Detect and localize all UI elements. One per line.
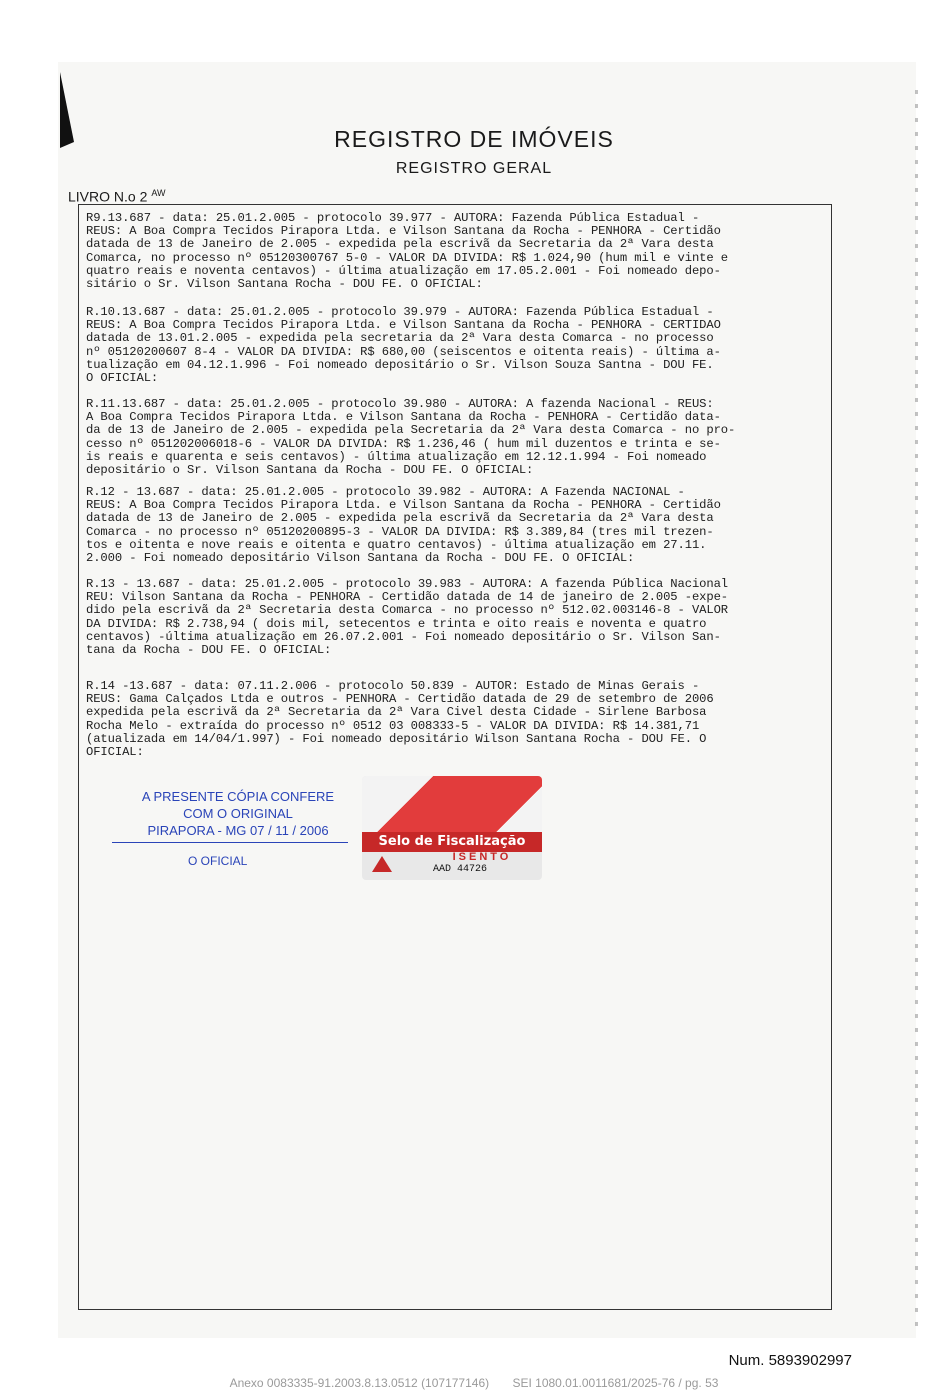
stamp-line: COM O ORIGINAL: [183, 806, 293, 821]
entry-line: REUS: A Boa Compra Tecidos Pirapora Ltda. e Vilson Santana da Rocha - PENHORA - Certidão: [86, 498, 721, 513]
entry-line: REUS: A Boa Compra Tecidos Pirapora Ltda. e Vilson Santana da Rocha - PENHORA - CERTIDAO: [86, 318, 721, 333]
entry-line: dido pela escrivã da 2ª Secretaria desta Comarca - no processo nº 512.02.003146-8 - VALOR: [86, 603, 729, 618]
entry-line: da de 13 de Janeiro de 2.005 - expedida pela Secretaria da 2ª Vara desta Comarca - no pro-: [86, 423, 736, 438]
entry-line: O OFICIAL:: [86, 371, 159, 386]
entry-line: tana da Rocha - DOU FE. O OFICIAL:: [86, 643, 332, 658]
entry-line: REUS: Gama Calçados Ltda e outros - PENHORA - Certidão datada de 29 de setembro de 2006: [86, 692, 714, 707]
scan-edge-noise: [915, 90, 918, 1330]
entry-line: R.13 - 13.687 - data: 25.01.2.005 - protocolo 39.983 - AUTORA: A fazenda Pública Nacional: [86, 577, 729, 591]
entry-r12: [86, 486, 826, 565]
footer-annex: Anexo 0083335-91.2003.8.13.0512 (107177146): [229, 1376, 490, 1390]
stamp-signature-line: [112, 842, 348, 843]
entry-line: REU: Vilson Santana da Rocha - PENHORA - Certidão datada de 14 de janeiro de 2.005 -expe-: [86, 590, 729, 605]
entry-line: R.12 - 13.687 - data: 25.01.2.005 - protocolo 39.982 - AUTORA: A Fazenda NACIONAL -: [86, 485, 685, 499]
entry-line: datada de 13 de Janeiro de 2.005 - expedida pela escrivã da Secretaria da 2ª Vara desta: [86, 237, 714, 252]
seal-title: Selo de Fiscalização: [362, 832, 542, 852]
entry-line: R.14 -13.687 - data: 07.11.2.006 - protocolo 50.839 - AUTOR: Estado de Minas Gerais -: [86, 679, 700, 693]
document-subtitle: REGISTRO GERAL: [395, 160, 553, 177]
entry-line: REUS: A Boa Compra Tecidos Pirapora Ltda. e Vilson Santana da Rocha - PENHORA - Certidão: [86, 224, 721, 239]
entry-line: nº 05120200607 8-4 - VALOR DA DIVIDA: R$ 680,00 (seiscentos e oitenta reais) - última a-: [86, 344, 721, 359]
seal-emblem: [362, 776, 542, 834]
entry-line: (atualizada em 14/04/1.997) - Foi nomeado depositário Wilson Santana Rocha - DOU FE. O: [86, 731, 707, 746]
entry-line: R.11.13.687 - data: 25.01.2.005 - protocolo 39.980 - AUTORA: A fazenda Nacional - REUS:: [86, 397, 714, 411]
entry-line: datada de 13 de Janeiro de 2.005 - expedida pela escrivã da Secretaria da 2ª Vara desta: [86, 511, 714, 526]
seal-triangle-icon: [372, 856, 392, 872]
entry-line: cesso nº 051202006018-6 - VALOR DA DIVIDA: R$ 1.236,46 ( hum mil duzentos e trinta e se-: [86, 436, 721, 451]
footer-sei: SEI 1080.01.0011681/2025-76 / pg. 53: [512, 1376, 719, 1390]
entry-line: A Boa Compra Tecidos Pirapora Ltda. e Vilson Santana da Rocha - PENHORA - Certidão data-: [86, 410, 721, 425]
entry-r10: [86, 306, 826, 385]
entry-line: 2.000 - Foi nomeado depositário Vilson Santana da Rocha - DOU FE. O OFICIAL:: [86, 551, 635, 566]
entry-line: Rocha Melo - extraída do processo nº 0512 03 008333-5 - VALOR DA DIVIDA: R$ 14.381,71: [86, 718, 700, 733]
seal-code: AAD 44726: [432, 864, 487, 875]
seal-status: ISENTO: [452, 851, 512, 863]
entry-r14: [86, 680, 826, 759]
entry-line: quatro reais e noventa centavos) - última atualização em 17.05.2.001 - Foi nomeado depo-: [86, 263, 721, 278]
entry-line: tos e oitenta e nove reais e oitenta e quatro centavos) - última atualização em 27.11.: [86, 537, 707, 552]
book-suffix: AW: [151, 188, 166, 198]
entry-line: datada de 13.01.2.005 - expedida pela secretaria da 2ª Vara desta Comarca - no processo: [86, 331, 714, 346]
entry-r13: [86, 578, 826, 657]
stamp-line: PIRAPORA - MG 07 / 11 / 2006: [147, 823, 329, 838]
book-label: LIVRO N.o 2: [68, 188, 148, 205]
book-number: [68, 188, 166, 205]
entry-line: OFICIAL:: [86, 745, 144, 760]
entry-line: R9.13.687 - data: 25.01.2.005 - protocolo 39.977 - AUTORA: Fazenda Pública Estadual -: [86, 211, 700, 225]
entry-line: Comarca - no processo nº 05120200895-3 - VALOR DA DIVIDA: R$ 3.389,84 (tres mil trezen-: [86, 524, 714, 539]
entry-line: is reais e quarenta e seis centavos) - última atualização em 12.12.1.994 - Foi nomeado: [86, 449, 707, 464]
entry-r11: [86, 398, 826, 477]
entry-line: R.10.13.687 - data: 25.01.2.005 - protocolo 39.979 - AUTORA: Fazenda Pública Estadual -: [86, 305, 714, 319]
entry-r9: [86, 212, 826, 291]
entry-line: centavos) -última atualização em 26.07.2.001 - Foi nomeado depositário o Sr. Vilson San-: [86, 629, 721, 644]
entry-line: tualização em 04.12.1.996 - Foi nomeado depositário o Sr. Vilson Souza Santna - DOU FE.: [86, 357, 714, 372]
certification-stamp: [118, 788, 358, 839]
entry-line: DA DIVIDA: R$ 2.738,94 ( dois mil, setecentos e trinta e oito reais e noventa e quatro: [86, 616, 707, 631]
fiscal-seal: [362, 776, 542, 880]
entry-line: Comarca, no processo nº 05120300767 5-0 - VALOR DA DIVIDA: R$ 1.024,90 (hum mil e vinte e: [86, 250, 729, 265]
document-number: Num. 5893902997: [728, 1352, 852, 1369]
footer: [0, 1376, 948, 1390]
stamp-line: A PRESENTE CÓPIA CONFERE: [141, 789, 335, 804]
document-title: REGISTRO DE IMÓVEIS: [334, 126, 614, 152]
entry-line: sitário o Sr. Vilson Santana Rocha - DOU FE. O OFICIAL:: [86, 277, 483, 292]
entry-line: expedida pela escrivã da 2ª Secretaria da 2ª Vara Civel desta Cidade - Sirlene Barbosa: [86, 705, 707, 720]
entry-line: depositário o Sr. Vilson Santana da Rocha - DOU FE. O OFICIAL:: [86, 463, 534, 478]
stamp-officer: O OFICIAL: [188, 854, 248, 868]
